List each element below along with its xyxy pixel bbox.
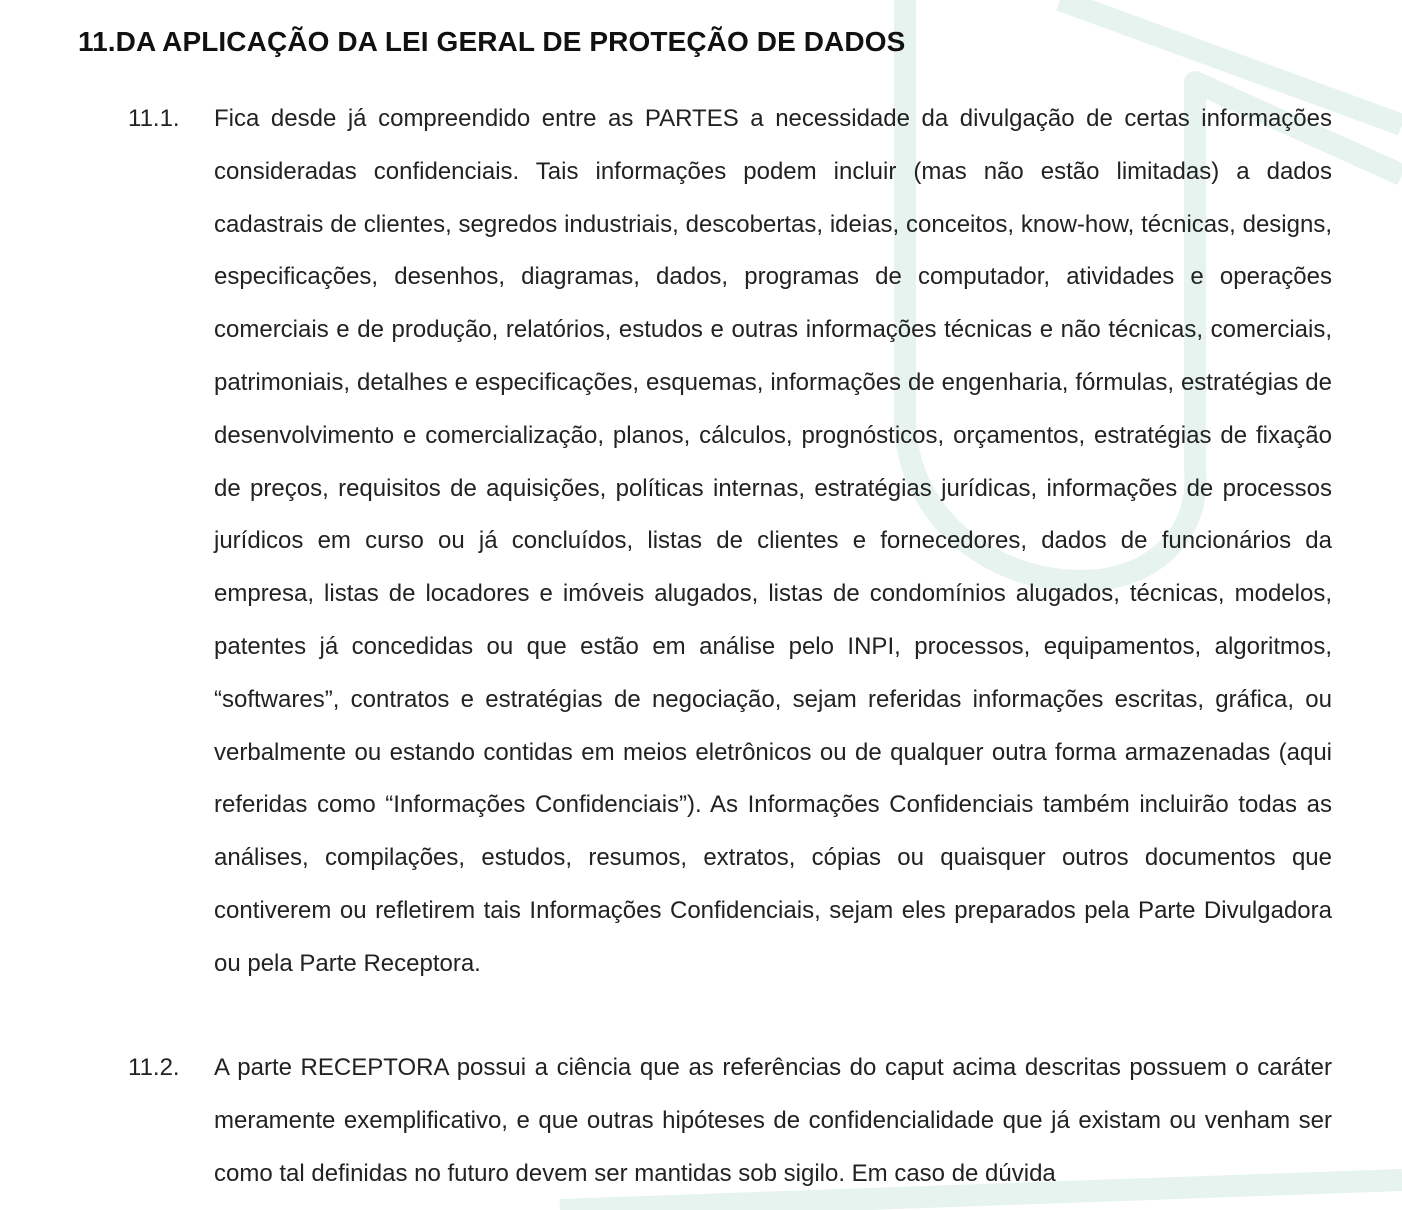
clause-11-2 — [128, 1042, 1332, 1200]
clause-11-1 — [128, 93, 1332, 991]
clause-number: 11.1. — [128, 105, 180, 132]
clause-number: 11.2. — [128, 1054, 180, 1081]
clause-text: A parte RECEPTORA possui a ciência que as referências do caput acima descritas possuem o caráter meramente exemplificativo, e que outras hipóteses de confidencialidade que já existam ou venham ser como tal definidas no futuro devem ser mantidas sob sigilo. Em caso de dúvida — [214, 1054, 1332, 1187]
clause-text: Fica desde já compreendido entre as PARTES a necessidade da divulgação de certas informações consideradas confidenciais. Tais informações podem incluir (mas não estão limitadas) a dados cadastrais de clientes, segredos industriais, descobertas, ideias, conceitos, know-how, técnicas, designs, especificações, desenhos, diagramas, dados, programas de computador, atividades e operações comerciais e de produção, relatórios, estudos e outras informações técnicas e não técnicas, comerciais, patrimoniais, detalhes e especificações, esquemas, informações de engenharia, fórmulas, estratégias de desenvolvimento e comercialização, planos, cálculos, prognósticos, orçamentos, estratégias de fixação de preços, requisitos de aquisições, políticas internas, estratégias jurídicas, informações de processos jurídicos em curso ou já concluídos, listas de clientes e fornecedores, dados de funcionários da empresa, listas de locadores e imóveis alugados, listas de condomínios alugados, técnicas, modelos, patentes já concedidas ou que estão em análise pelo INPI, processos, equipamentos, algoritmos, “softwares”, contratos e estratégias de negociação, sejam referidas informações escritas, gráfica, ou verbalmente ou estando contidas em meios eletrônicos ou de qualquer outra forma armazenadas (aqui referidas como “Informações Confidenciais”). As Informações Confidenciais também incluirão todas as análises, compilações, estudos, resumos, extratos, cópias ou quaisquer outros documentos que contiverem ou refletirem tais Informações Confidenciais, sejam eles preparados pela Parte Divulgadora ou pela Parte Receptora. — [214, 105, 1332, 977]
section-heading: 11.DA APLICAÇÃO DA LEI GERAL DE PROTEÇÃO DE DADOS — [78, 26, 906, 57]
